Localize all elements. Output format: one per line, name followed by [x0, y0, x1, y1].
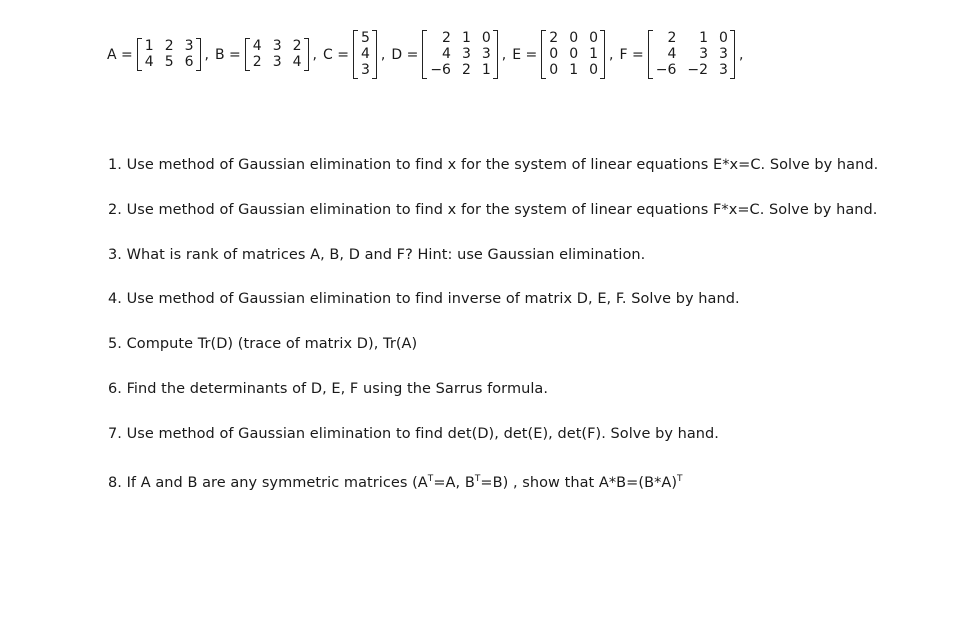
separator: ,: [609, 46, 614, 63]
matrix-body: [541, 30, 605, 79]
matrix-cell: 2: [442, 30, 451, 46]
matrix-cell: 3: [184, 38, 194, 54]
question-8-mid1: =A, B: [433, 474, 475, 491]
matrix-label: D =: [391, 46, 419, 63]
question-1: 1. Use method of Gaussian elimination to find x for the system of linear equations E*x=C. Solve by hand.: [108, 157, 879, 173]
question-3: 3. What is rank of matrices A, B, D and F? Hint: use Gaussian elimination.: [108, 246, 646, 263]
transpose-sup: T: [677, 473, 683, 484]
matrix-cell: 0: [481, 30, 491, 46]
matrix-cell: 4: [360, 46, 370, 62]
matrix-definitions: [107, 30, 749, 79]
question-4: 4. Use method of Gaussian elimination to find inverse of matrix D, E, F. Solve by hand.: [108, 291, 740, 308]
question-8-mid2: =B) , show that A*B=(B*A): [480, 474, 678, 491]
matrix-c: [323, 30, 391, 79]
matrix-cell: 2: [461, 62, 471, 78]
matrix-cell: 2: [252, 54, 262, 70]
question-8-prefix: 8. If A and B are any symmetric matrices (A: [108, 474, 428, 491]
matrix-body: [353, 30, 377, 79]
matrix-label: A =: [107, 46, 133, 63]
matrix-cell: 3: [272, 54, 282, 70]
matrix-body: [422, 30, 497, 79]
matrix-cell: 0: [719, 30, 728, 46]
matrix-cell: 3: [719, 46, 728, 62]
matrix-cell: 1: [481, 62, 491, 78]
matrix-cell: 1: [589, 46, 599, 62]
matrix-cell: 1: [461, 30, 471, 46]
matrix-cell: 4: [144, 54, 154, 70]
separator: ,: [380, 46, 386, 63]
matrix-cell: −6: [430, 62, 451, 78]
matrix-b: [215, 38, 323, 71]
matrix-label: C =: [323, 46, 349, 63]
matrix-cell: 1: [569, 62, 579, 78]
matrix-cell: −6: [655, 62, 677, 78]
question-2: 2. Use method of Gaussian elimination to find x for the system of linear equations F*x=C. Solve by hand.: [108, 201, 878, 218]
matrix-cell: 0: [569, 30, 579, 46]
matrix-cell: 2: [164, 38, 174, 54]
matrix-body: [137, 38, 201, 71]
question-8: [108, 469, 928, 514]
matrix-d: [391, 30, 512, 79]
matrix-cell: 0: [549, 62, 559, 78]
matrix-cell: 3: [481, 46, 491, 62]
separator: ,: [204, 46, 209, 63]
matrix-cell: 5: [360, 30, 370, 46]
matrix-cell: 0: [549, 46, 559, 62]
matrix-cell: 4: [252, 38, 262, 54]
matrix-cell: 3: [719, 62, 728, 78]
question-6: 6. Find the determinants of D, E, F using the Sarrus formula.: [108, 380, 549, 397]
matrix-a: [107, 38, 215, 71]
transpose-sup: T: [474, 473, 481, 484]
matrix-e: [512, 30, 619, 79]
matrix-body: [648, 30, 735, 79]
matrix-cell: 0: [589, 62, 599, 78]
matrix-cell: 3: [699, 46, 709, 62]
matrix-f: [620, 30, 750, 79]
matrix-cell: 0: [589, 30, 599, 46]
matrix-label: E =: [512, 46, 538, 63]
matrix-cell: 3: [461, 46, 471, 62]
separator: ,: [312, 46, 317, 63]
matrix-cell: 2: [667, 30, 677, 46]
question-list: [108, 155, 928, 513]
matrix-cell: 4: [667, 46, 677, 62]
matrix-label: B =: [214, 46, 241, 63]
matrix-cell: −2: [687, 62, 709, 78]
matrix-cell: 1: [144, 38, 154, 54]
matrix-cell: 5: [164, 54, 174, 70]
matrix-label: F =: [619, 46, 644, 63]
separator: ,: [501, 46, 507, 63]
matrix-cell: 4: [292, 54, 302, 70]
matrix-cell: 2: [292, 38, 302, 54]
matrix-body: [245, 38, 309, 71]
separator: ,: [738, 46, 744, 63]
matrix-cell: 1: [699, 30, 709, 46]
transpose-sup: T: [427, 473, 434, 484]
matrix-cell: 6: [184, 54, 194, 70]
question-5: 5. Compute Tr(D) (trace of matrix D), Tr(A): [108, 336, 418, 353]
matrix-cell: 2: [549, 30, 559, 46]
matrix-cell: 0: [569, 46, 579, 62]
question-7: 7. Use method of Gaussian elimination to find det(D), det(E), det(F). Solve by hand.: [108, 425, 719, 442]
matrix-cell: 3: [360, 62, 370, 78]
matrix-cell: 4: [442, 46, 451, 62]
matrix-cell: 3: [272, 38, 282, 54]
